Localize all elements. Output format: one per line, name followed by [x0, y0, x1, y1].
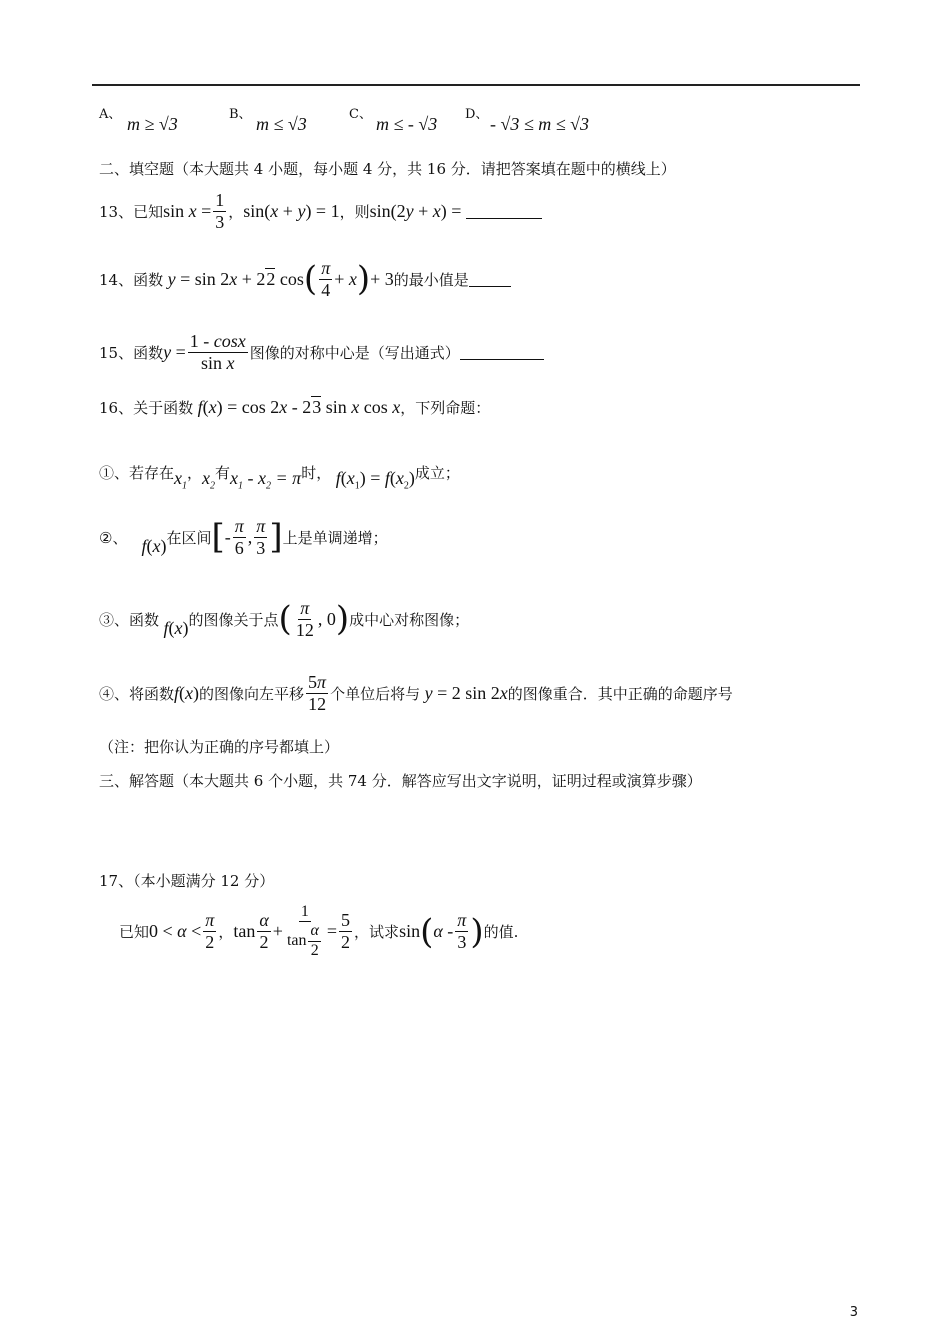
p1-b: ，	[187, 464, 203, 483]
q16-suffix: ，下列命题：	[400, 399, 491, 417]
q15-answer-blank[interactable]	[460, 345, 544, 360]
option-b-label: B、	[229, 107, 252, 122]
q17-b: ，	[218, 923, 234, 942]
proposition-1: ①、若存在 $x_1$ ， $x_2$ 有 $x_1 - x_2 = \pi$ 时， $f(x_1) = f(x_2)$ 成立；	[99, 464, 460, 492]
option-d-expr: - √3 ≤ m ≤ √3	[490, 114, 590, 134]
option-a-label: A、	[99, 107, 122, 122]
p3-c: 成中心对称图像；	[349, 610, 470, 629]
q13-expr2: sin(x + y) = 1	[243, 200, 340, 221]
question-15	[99, 331, 544, 373]
q14-answer-blank[interactable]	[469, 272, 511, 287]
header-rule	[92, 84, 860, 86]
q17-body: 已知 0 < α < $\frac{\pi}{2}$ ， tan $\frac{\alpha}{2}$ + 1 tan $\frac{\alpha}{2}$ = $\frac{5}{2}$ ，试求 sin ( α - $\frac{\pi}{3}$ ) 的值.	[119, 903, 519, 959]
q14-expr: y = sin 2x + 22 cos	[167, 268, 304, 289]
q13-label: 13、已知	[99, 202, 164, 221]
q17-a: 已知	[119, 923, 150, 942]
q17-d: 的值.	[483, 923, 519, 942]
p4-c: 个单位后将与	[330, 684, 421, 703]
p3-a: ③、函数	[99, 610, 160, 629]
option-d-label: D、	[465, 107, 489, 122]
q16-note: （注：把你认为正确的序号都填上）	[99, 738, 340, 756]
p2-b: 在区间	[166, 528, 212, 547]
p3-b: 的图像关于点	[188, 610, 279, 629]
p4-b: 的图像向左平移	[199, 684, 305, 703]
q15-suffix: 图像的对称中心是（写出通式）	[249, 343, 460, 362]
q13-expr1: sin x =	[163, 200, 212, 221]
p2-c: 上是单调递增；	[282, 528, 388, 547]
q13-expr3: sin(2y + x) =	[369, 200, 466, 221]
p1-d: 时，	[301, 464, 332, 483]
question-14: 14、函数 y = sin 2x + 22 cos ( $\frac{\pi}{4}$ + x ) + 3 的最小值是	[99, 258, 511, 300]
q16-label: 16、关于函数	[99, 399, 194, 417]
option-b-expr: m ≤ √3	[256, 114, 307, 134]
proposition-3: ③、函数 f(x) 的图像关于点 ( $\frac{\pi}{12}$ , 0 ) 成中心对称图像；	[99, 598, 470, 640]
q14-label: 14、函数	[99, 270, 164, 289]
q17-c: ，试求	[354, 923, 400, 942]
q16-expr: f(x) = cos 2x - 23 sin x cos x	[197, 397, 401, 417]
page-number: 3	[849, 1305, 858, 1320]
p2-a: ②、	[99, 528, 128, 547]
section2-heading: 二、填空题（本大题共 4 小题，每小题 4 分，共 16 分．请把答案填在题中的横线上）	[99, 160, 676, 178]
q15-expr: y =	[163, 341, 186, 362]
q13-answer-blank[interactable]	[466, 204, 542, 219]
option-c-label: C、	[349, 107, 372, 122]
p1-c: 有	[215, 464, 231, 483]
option-a-expr: m ≥ √3	[127, 114, 178, 134]
question-13	[99, 190, 542, 232]
question-16	[99, 397, 490, 418]
q13-sep: ，	[228, 202, 244, 221]
p4-d: 的图像重合．其中正确的命题序号	[507, 684, 733, 703]
q13-then: ，则	[339, 202, 370, 221]
proposition-4: ④、将函数 f(x) 的图像向左平移 $\frac{5\pi}{12}$ 个单位后将与 y = 2 sin 2x 的图像重合．其中正确的命题序号	[99, 672, 733, 714]
option-c-expr: m ≤ - √3	[376, 114, 438, 134]
p4-a: ④、将函数	[99, 684, 175, 703]
q14-suffix: 的最小值是	[393, 270, 469, 289]
p1-a: ①、若存在	[99, 464, 175, 483]
q15-label: 15、函数	[99, 343, 164, 362]
section3-heading: 三、解答题（本大题共 6 个小题，共 74 分．解答应写出文字说明，证明过程或演算步骤）	[99, 772, 702, 790]
q13-frac: $\frac{1}{3}$	[215, 190, 225, 232]
q15-frac: $\frac{1 - \cos x}{\text{sin x}}$	[189, 331, 246, 373]
q14-frac: $\frac{\pi}{4}$	[321, 258, 331, 300]
p1-e: 成立；	[414, 464, 460, 483]
proposition-2: ②、 f(x) 在区间 [ - $\frac{\pi}{6}$ , $\frac{\pi}{3}$ ] 上是单调递增；	[99, 516, 388, 558]
q17-label: 17、（本小题满分 12 分）	[99, 872, 275, 890]
